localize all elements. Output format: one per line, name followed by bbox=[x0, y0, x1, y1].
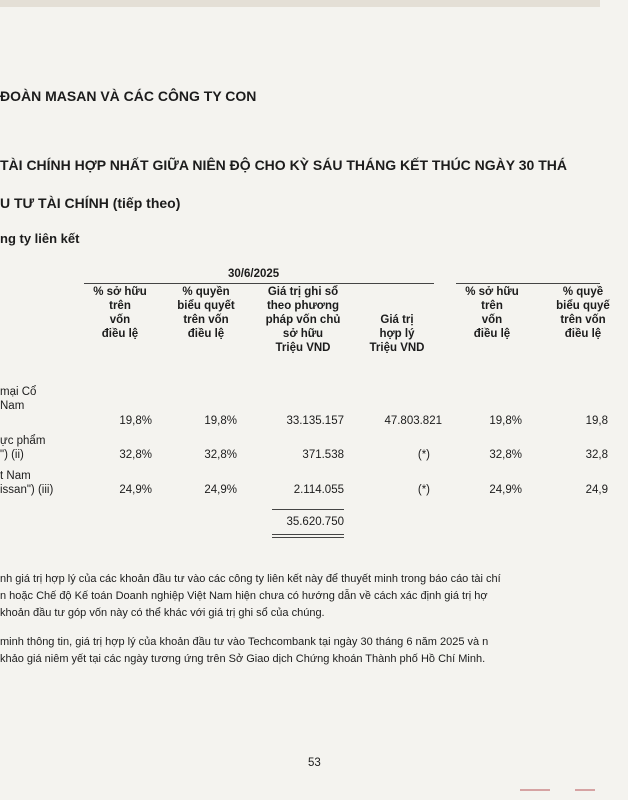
row-label-food: ực phẩm ") (ii) bbox=[0, 435, 46, 461]
table-date-header: 30/6/2025 bbox=[228, 268, 280, 280]
subsection-heading: ng ty liên kết bbox=[0, 231, 80, 246]
col-fair-value: Giá trị hợp lý Triệu VND bbox=[369, 314, 425, 354]
table-cell: 24,9% bbox=[204, 484, 237, 496]
page-top-edge bbox=[0, 0, 600, 7]
table-cell: 371.538 bbox=[302, 449, 344, 461]
total-bottom-rule-2 bbox=[272, 537, 344, 538]
table-cell: 19,8% bbox=[489, 415, 522, 427]
table-cell: 24,9% bbox=[489, 484, 522, 496]
table-cell: 47.803.821 bbox=[384, 415, 442, 427]
date-underline bbox=[84, 283, 434, 284]
col-ownership-prior: % sở hữu trên vốn điều lệ bbox=[465, 286, 519, 340]
report-title: TÀI CHÍNH HỢP NHẤT GIỮA NIÊN ĐỘ CHO KỲ SÁU THÁNG KẾT THÚC NGÀY 30 THÁ bbox=[0, 157, 567, 173]
total-bottom-rule-1 bbox=[272, 534, 344, 535]
note-line: n hoặc Chế độ Kế toán Doanh nghiệp Việt Nam hiện chưa có hướng dẫn về cách xác định giá trị hợ bbox=[0, 590, 488, 602]
col-book-value: Giá trị ghi sổ theo phương pháp vốn chủ sở hữu Triệu VND bbox=[265, 286, 341, 354]
page-number: 53 bbox=[308, 757, 321, 769]
note-line: khoản đầu tư góp vốn này có thể khác với giá trị ghi sổ của chúng. bbox=[0, 607, 325, 619]
total-book-value: 35.620.750 bbox=[286, 516, 344, 528]
row-label-nissan: t Nam issan") (iii) bbox=[0, 470, 54, 496]
date-underline-prior bbox=[456, 283, 600, 284]
col-ownership: % sở hữu trên vốn điều lệ bbox=[93, 286, 147, 340]
table-cell: 2.114.055 bbox=[293, 484, 344, 496]
note-line: nh giá trị hợp lý của các khoản đầu tư vào các công ty liên kết này để thuyết minh trong báo cáo tài chí bbox=[0, 573, 501, 585]
row-label-techcombank: mại Cổ Nam bbox=[0, 386, 37, 412]
col-voting: % quyền biểu quyết trên vốn điều lệ bbox=[177, 286, 235, 340]
total-top-rule bbox=[272, 509, 344, 510]
table-cell: 19,8% bbox=[204, 415, 237, 427]
section-heading: U TƯ TÀI CHÍNH (tiếp theo) bbox=[0, 195, 181, 211]
table-cell: 33.135.157 bbox=[286, 415, 344, 427]
table-cell: (*) bbox=[417, 449, 430, 461]
table-cell: (*) bbox=[417, 484, 430, 496]
table-cell: 24,9 bbox=[585, 484, 608, 496]
table-cell: 32,8 bbox=[585, 449, 608, 461]
red-pen-mark bbox=[575, 789, 595, 791]
table-cell: 24,9% bbox=[119, 484, 152, 496]
table-cell: 32,8% bbox=[119, 449, 152, 461]
table-cell: 32,8% bbox=[204, 449, 237, 461]
note-line: minh thông tin, giá trị hợp lý của khoản đầu tư vào Techcombank tại ngày 30 tháng 6 năm 2025 và n bbox=[0, 636, 489, 648]
col-voting-prior: % quyề biểu quyế trên vốn điều lệ bbox=[556, 286, 610, 340]
note-line: khảo giá niêm yết tại các ngày tương ứng trên Sở Giao dịch Chứng khoán Thành phố Hồ Chí Minh. bbox=[0, 653, 486, 665]
company-name: ĐOÀN MASAN VÀ CÁC CÔNG TY CON bbox=[0, 88, 257, 104]
red-pen-mark bbox=[520, 789, 550, 791]
table-cell: 19,8 bbox=[585, 415, 608, 427]
table-cell: 19,8% bbox=[119, 415, 152, 427]
table-cell: 32,8% bbox=[489, 449, 522, 461]
